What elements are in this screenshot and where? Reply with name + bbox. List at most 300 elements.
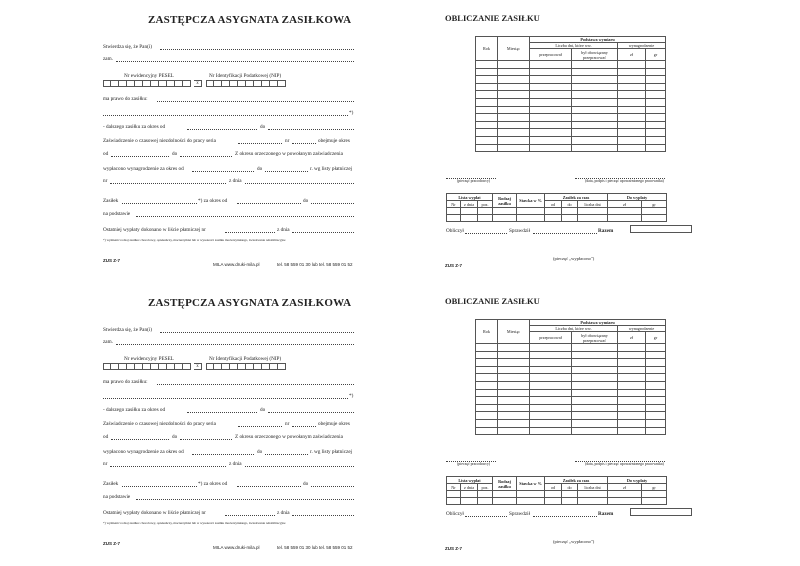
calc-cell[interactable] — [530, 412, 572, 420]
period-to: do — [562, 484, 578, 491]
calc-cell[interactable] — [646, 404, 666, 412]
calc-cell[interactable] — [646, 106, 666, 114]
calc-cell[interactable] — [618, 397, 646, 405]
calc-cell[interactable] — [530, 136, 572, 144]
pesel-boxes[interactable] — [103, 80, 202, 87]
pay-date: z dnia — [461, 484, 478, 491]
allowance-to-field[interactable] — [311, 486, 354, 487]
calculated-by-label: Obliczył — [446, 511, 464, 517]
pay-nr: Nr — [447, 484, 461, 491]
calc-cell[interactable] — [530, 114, 572, 122]
calc-cell[interactable] — [572, 61, 618, 69]
calc-cell[interactable] — [476, 366, 498, 374]
calc-cell[interactable] — [498, 121, 530, 129]
period-from-label: od — [103, 434, 109, 440]
form-copy-2 — [0, 283, 800, 566]
calc-cell[interactable] — [646, 389, 666, 397]
calc-cell[interactable] — [618, 351, 646, 359]
calc-cell[interactable] — [498, 68, 530, 76]
publisher-label: MILA www.druki-mila.pl — [213, 262, 260, 267]
col-required: był obowiązany przepracować — [572, 49, 618, 61]
covers-period-label: obejmuje okres — [318, 421, 350, 427]
paid-salary-to-label: do — [257, 449, 263, 455]
calc-code: ZUS Z-7 — [445, 546, 463, 551]
calc-cell[interactable] — [646, 359, 666, 367]
calc-row — [476, 351, 666, 359]
period-days: liczba dni — [578, 484, 608, 491]
calc-cell[interactable] — [646, 114, 666, 122]
calc-cell[interactable] — [498, 344, 530, 352]
period-to-field[interactable] — [180, 439, 232, 440]
period-to-field[interactable] — [180, 156, 232, 157]
basis-label: na podstawie — [103, 211, 131, 217]
payout-table — [446, 476, 693, 505]
calculated-by-field[interactable] — [465, 233, 507, 234]
checked-by-label: Sprawdził — [509, 228, 531, 234]
calc-cell[interactable] — [646, 136, 666, 144]
calc-cell[interactable] — [530, 76, 572, 84]
payroll-nr-label: nr — [103, 461, 108, 467]
certify-label: Stwierdza się, że Pan(i) — [103, 44, 152, 50]
calc-title: OBLICZANIE ZASIŁKU — [445, 296, 540, 306]
total-label: Razem — [598, 228, 614, 234]
allowance-label: Zasiłek — [103, 481, 119, 487]
nip-label: Nr Identyfikacji Podatkowej (NIP) — [209, 356, 282, 362]
calc-cell[interactable] — [476, 68, 498, 76]
calc-cell[interactable] — [646, 412, 666, 420]
calc-cell[interactable] — [498, 129, 530, 137]
calc-cell[interactable] — [498, 427, 530, 435]
calc-cell[interactable] — [618, 427, 646, 435]
calc-cell[interactable] — [476, 144, 498, 152]
allowance-to-label: do — [303, 481, 309, 487]
calc-cell[interactable] — [646, 419, 666, 427]
calc-cell[interactable] — [476, 419, 498, 427]
pay-nr: Nr — [447, 201, 461, 208]
calc-cell[interactable] — [618, 121, 646, 129]
calc-cell[interactable] — [476, 412, 498, 420]
calc-cell[interactable] — [530, 344, 572, 352]
calc-cell[interactable] — [530, 366, 572, 374]
nip-label: Nr Identyfikacji Podatkowej (NIP) — [209, 73, 282, 79]
calc-row — [476, 419, 666, 427]
calc-cell[interactable] — [646, 68, 666, 76]
asterisk-note-mark: *) — [349, 110, 354, 116]
last-payment-date-label: z dnia — [277, 227, 290, 233]
calc-cell[interactable] — [646, 91, 666, 99]
calc-cell[interactable] — [646, 374, 666, 382]
calc-cell[interactable] — [572, 374, 618, 382]
calc-cell[interactable] — [572, 366, 618, 374]
cert-series-label: Zaświadczenie o czasowej niezdolności do pracy seria — [103, 421, 216, 427]
calc-cell[interactable] — [476, 106, 498, 114]
period-from-field[interactable] — [111, 439, 169, 440]
calc-cell[interactable] — [530, 404, 572, 412]
form-code: ZUS Z-7 — [103, 541, 121, 546]
employer-stamp-label: (pieczęć pracodawcy) — [457, 179, 491, 183]
period-to-label: do — [172, 434, 178, 440]
checked-by-field[interactable] — [533, 516, 597, 517]
right-to-field[interactable] — [157, 384, 354, 385]
allowance-type-header: Rodzaj zasiłku — [493, 477, 517, 491]
last-payment-nr-field[interactable] — [225, 232, 275, 233]
calc-cell[interactable] — [572, 98, 618, 106]
calc-row — [476, 389, 666, 397]
address-label: zam. — [103, 339, 113, 345]
paid-salary-from-field[interactable] — [192, 171, 254, 172]
calc-cell[interactable] — [618, 359, 646, 367]
calc-cell[interactable] — [530, 83, 572, 91]
calc-row — [476, 427, 666, 435]
publisher-phones: tel. 58 559 01 30 lub tel. 58 559 01 52 — [277, 545, 353, 550]
period-header: Zasiłek za czas — [545, 194, 608, 201]
pay-pos: poz. — [478, 484, 493, 491]
calc-cell[interactable] — [476, 121, 498, 129]
payroll-nr-field[interactable] — [110, 466, 226, 467]
calc-cell[interactable] — [572, 397, 618, 405]
calc-cell[interactable] — [498, 404, 530, 412]
calc-cell[interactable] — [618, 98, 646, 106]
calc-table — [475, 36, 666, 152]
calc-cell[interactable] — [498, 76, 530, 84]
calc-cell[interactable] — [646, 144, 666, 152]
calc-cell[interactable] — [618, 76, 646, 84]
total-box[interactable] — [630, 508, 692, 516]
address-field[interactable] — [116, 61, 354, 62]
calc-cell[interactable] — [572, 359, 618, 367]
last-payment-date-label: z dnia — [277, 510, 290, 516]
form-title: ZASTĘPCZA ASYGNATA ZASIŁKOWA — [148, 297, 352, 309]
calc-cell[interactable] — [476, 61, 498, 69]
calc-cell[interactable] — [530, 129, 572, 137]
period-header: Zasiłek za czas — [545, 477, 608, 484]
calc-cell[interactable] — [530, 419, 572, 427]
form-title: ZASTĘPCZA ASYGNATA ZASIŁKOWA — [148, 14, 352, 26]
calc-cell[interactable] — [618, 106, 646, 114]
cert-nr-field[interactable] — [292, 143, 316, 144]
calc-row — [476, 106, 666, 114]
calc-row — [476, 412, 666, 420]
cert-nr-field[interactable] — [292, 426, 316, 427]
calc-cell[interactable] — [646, 351, 666, 359]
right-to-field[interactable] — [157, 101, 354, 102]
total-box[interactable] — [630, 225, 692, 233]
pay-list-header: Lista wypłat — [447, 194, 493, 201]
payer-stamp-label: (pieczęć „wypłacono") — [553, 539, 595, 544]
calc-cell[interactable] — [476, 91, 498, 99]
basis-field[interactable] — [136, 499, 354, 500]
calc-cell[interactable] — [618, 83, 646, 91]
calc-cell[interactable] — [498, 106, 530, 114]
payout-zl: zł — [608, 484, 642, 491]
calc-cell[interactable] — [498, 397, 530, 405]
calc-cell[interactable] — [618, 91, 646, 99]
calc-cell[interactable] — [498, 419, 530, 427]
header-basis: Podstawa wymiaru — [530, 37, 666, 43]
calc-cell[interactable] — [618, 144, 646, 152]
calc-cell[interactable] — [618, 374, 646, 382]
signature-label: (data, podpis i pieczęć upoważnionego pracownika) — [585, 462, 664, 466]
asterisk-note-mark: *) — [349, 393, 354, 399]
publisher-label: MILA www.druki-mila.pl — [213, 545, 260, 550]
calc-cell[interactable] — [618, 136, 646, 144]
paid-salary-to-field[interactable] — [265, 171, 308, 172]
period-note-label: Z okresu orzeczonego w powołanym zaświadczenia — [235, 434, 343, 440]
calc-cell[interactable] — [572, 106, 618, 114]
continued-from-field[interactable] — [187, 412, 257, 413]
calc-cell[interactable] — [618, 61, 646, 69]
calc-row — [476, 121, 666, 129]
header-days: Liczba dni, które ww. — [530, 326, 618, 332]
certify-name-field[interactable] — [160, 49, 354, 50]
address-label: zam. — [103, 56, 113, 62]
calc-cell[interactable] — [498, 114, 530, 122]
col-year: Rok — [476, 320, 498, 344]
period-to: do — [562, 201, 578, 208]
calc-cell[interactable] — [476, 136, 498, 144]
calc-cell[interactable] — [646, 397, 666, 405]
allowance-period-label: *) za okres od — [198, 481, 228, 487]
cert-series-field[interactable] — [238, 143, 282, 144]
payer-stamp-label: (pieczęć „wypłacono") — [553, 256, 595, 261]
payroll-date-label: z dnia — [229, 461, 242, 467]
calc-cell[interactable] — [498, 359, 530, 367]
calc-cell[interactable] — [476, 351, 498, 359]
calc-row — [476, 144, 666, 152]
checked-by-field[interactable] — [533, 233, 597, 234]
calc-cell[interactable] — [476, 374, 498, 382]
calc-row — [476, 374, 666, 382]
calc-cell[interactable] — [646, 98, 666, 106]
payroll-date-field[interactable] — [245, 183, 354, 184]
right-to-field-2[interactable] — [103, 398, 348, 399]
calc-table — [475, 319, 666, 435]
calc-cell[interactable] — [530, 91, 572, 99]
calc-cell[interactable] — [646, 121, 666, 129]
calc-cell[interactable] — [498, 61, 530, 69]
payroll-date-field[interactable] — [245, 466, 354, 467]
right-to-label: ma prawo do zasiłku: — [103, 379, 148, 385]
calc-cell[interactable] — [572, 129, 618, 137]
calc-cell[interactable] — [618, 68, 646, 76]
calc-cell[interactable] — [530, 98, 572, 106]
calc-cell[interactable] — [618, 389, 646, 397]
continued-to-field[interactable] — [268, 129, 354, 130]
cert-nr-label: nr — [285, 421, 290, 427]
period-from: od — [545, 201, 562, 208]
calc-cell[interactable] — [572, 389, 618, 397]
calc-cell[interactable] — [476, 397, 498, 405]
allowance-type-field[interactable] — [122, 486, 197, 487]
calc-row — [476, 114, 666, 122]
calc-cell[interactable] — [530, 381, 572, 389]
cert-series-field[interactable] — [238, 426, 282, 427]
calc-cell[interactable] — [498, 91, 530, 99]
calc-cell[interactable] — [572, 136, 618, 144]
calc-cell[interactable] — [646, 76, 666, 84]
calc-cell[interactable] — [530, 144, 572, 152]
continued-from-field[interactable] — [187, 129, 257, 130]
calc-cell[interactable] — [476, 404, 498, 412]
header-remuneration: wynagrodzenie — [618, 43, 666, 49]
payout-gr: gr — [642, 201, 667, 208]
calc-cell[interactable] — [530, 61, 572, 69]
calc-cell[interactable] — [530, 427, 572, 435]
calc-cell[interactable] — [572, 412, 618, 420]
last-payment-date-field[interactable] — [292, 232, 354, 233]
allowance-label: Zasiłek — [103, 198, 119, 204]
calc-cell[interactable] — [498, 98, 530, 106]
total-label: Razem — [598, 511, 614, 517]
calc-cell[interactable] — [572, 381, 618, 389]
calc-cell[interactable] — [572, 404, 618, 412]
calc-cell[interactable] — [476, 129, 498, 137]
calc-cell[interactable] — [530, 397, 572, 405]
calc-cell[interactable] — [618, 419, 646, 427]
pay-pos: poz. — [478, 201, 493, 208]
calc-cell[interactable] — [646, 129, 666, 137]
calc-cell[interactable] — [530, 351, 572, 359]
basis-field[interactable] — [136, 216, 354, 217]
payroll-list-label: r. wg listy płatniczej — [310, 166, 353, 172]
last-payment-label: Ostatniej wypłaty dokonano w liście płatniczej nr — [103, 510, 206, 516]
calc-cell[interactable] — [646, 427, 666, 435]
calc-cell[interactable] — [646, 344, 666, 352]
payout-table — [446, 193, 693, 222]
calc-cell[interactable] — [618, 129, 646, 137]
calc-cell[interactable] — [476, 76, 498, 84]
calc-cell[interactable] — [530, 359, 572, 367]
calc-cell[interactable] — [498, 136, 530, 144]
calc-cell[interactable] — [530, 121, 572, 129]
last-payment-date-field[interactable] — [292, 515, 354, 516]
period-from: od — [545, 484, 562, 491]
covers-period-label: obejmuje okres — [318, 138, 350, 144]
employer-stamp-label: (pieczęć pracodawcy) — [457, 462, 491, 466]
calc-cell[interactable] — [498, 144, 530, 152]
calc-cell[interactable] — [572, 144, 618, 152]
right-to-field-2[interactable] — [103, 115, 348, 116]
calc-cell[interactable] — [530, 374, 572, 382]
payroll-nr-label: nr — [103, 178, 108, 184]
footnote: *) wymienić rodzaj zasiłku: chorobowy, opiekuńczy, macierzyński lub w wysokości zasiłku macierzyńskiego, świadczenie rehabilitacyjne — [103, 521, 286, 525]
calc-cell[interactable] — [572, 68, 618, 76]
payout-gr: gr — [642, 484, 667, 491]
paid-salary-label: wypłacono wynagrodzenie za okres od — [103, 449, 184, 455]
calculated-by-field[interactable] — [465, 516, 507, 517]
last-payment-nr-field[interactable] — [225, 515, 275, 516]
calc-cell[interactable] — [572, 344, 618, 352]
col-worked: przepracował — [530, 49, 572, 61]
calc-cell[interactable] — [498, 366, 530, 374]
calc-cell[interactable] — [646, 83, 666, 91]
paid-salary-from-field[interactable] — [192, 454, 254, 455]
payroll-list-label: r. wg listy płatniczej — [310, 449, 353, 455]
calc-title: OBLICZANIE ZASIŁKU — [445, 13, 540, 23]
allowance-type-field[interactable] — [122, 203, 197, 204]
calc-cell[interactable] — [572, 427, 618, 435]
calc-cell[interactable] — [618, 412, 646, 420]
calc-cell[interactable] — [530, 389, 572, 397]
payroll-date-label: z dnia — [229, 178, 242, 184]
right-to-label: ma prawo do zasiłku: — [103, 96, 148, 102]
calc-cell[interactable] — [646, 366, 666, 374]
allowance-to-field[interactable] — [311, 203, 354, 204]
pay-list-header: Lista wypłat — [447, 477, 493, 484]
calc-cell[interactable] — [476, 114, 498, 122]
col-zl: zł — [618, 332, 646, 344]
calc-cell[interactable] — [618, 366, 646, 374]
calc-cell[interactable] — [476, 389, 498, 397]
box-separator: x — [194, 80, 202, 87]
continued-to-field[interactable] — [268, 412, 354, 413]
calc-code: ZUS Z-7 — [445, 263, 463, 268]
pesel-boxes[interactable] — [103, 363, 202, 370]
calc-cell[interactable] — [530, 106, 572, 114]
calc-cell[interactable] — [618, 344, 646, 352]
calc-cell[interactable] — [498, 389, 530, 397]
nip-boxes[interactable] — [206, 363, 286, 370]
calc-cell[interactable] — [498, 83, 530, 91]
calc-cell[interactable] — [476, 427, 498, 435]
calc-cell[interactable] — [476, 381, 498, 389]
allowance-from-field[interactable] — [237, 203, 301, 204]
calc-cell[interactable] — [476, 344, 498, 352]
col-year: Rok — [476, 37, 498, 61]
calc-cell[interactable] — [498, 374, 530, 382]
period-from-field[interactable] — [111, 156, 169, 157]
calc-cell[interactable] — [618, 114, 646, 122]
calc-cell[interactable] — [572, 83, 618, 91]
pesel-label: Nr ewidencyjny PESEL — [124, 356, 174, 362]
paid-salary-to-field[interactable] — [265, 454, 308, 455]
calc-cell[interactable] — [572, 351, 618, 359]
calc-cell[interactable] — [572, 91, 618, 99]
calc-cell[interactable] — [476, 98, 498, 106]
calc-cell[interactable] — [498, 381, 530, 389]
header-days: Liczba dni, które ww. — [530, 43, 618, 49]
footnote: *) wymienić rodzaj zasiłku: chorobowy, opiekuńczy, macierzyński lub w wysokości zasiłku macierzyńskiego, świadczenie rehabilitacyjne — [103, 238, 286, 242]
calc-cell[interactable] — [646, 381, 666, 389]
certify-name-field[interactable] — [160, 332, 354, 333]
calc-cell[interactable] — [572, 121, 618, 129]
calc-cell[interactable] — [476, 359, 498, 367]
calc-cell[interactable] — [572, 114, 618, 122]
calc-cell[interactable] — [498, 412, 530, 420]
nip-boxes[interactable] — [206, 80, 286, 87]
allowance-from-field[interactable] — [237, 486, 301, 487]
calc-cell[interactable] — [618, 404, 646, 412]
calc-row — [476, 68, 666, 76]
paid-salary-to-label: do — [257, 166, 263, 172]
allowance-type-header: Rodzaj zasiłku — [493, 194, 517, 208]
calc-cell[interactable] — [618, 381, 646, 389]
calc-cell[interactable] — [530, 68, 572, 76]
col-zl: zł — [618, 49, 646, 61]
calc-cell[interactable] — [476, 83, 498, 91]
payroll-nr-field[interactable] — [110, 183, 226, 184]
calc-cell[interactable] — [498, 351, 530, 359]
continued-to-label: do — [260, 407, 266, 413]
calc-row — [476, 136, 666, 144]
col-gr: gr — [646, 332, 666, 344]
allowance-period-label: *) za okres od — [198, 198, 228, 204]
calc-cell[interactable] — [646, 61, 666, 69]
col-month: Miesiąc — [498, 37, 530, 61]
calc-cell[interactable] — [572, 419, 618, 427]
calc-cell[interactable] — [572, 76, 618, 84]
address-field[interactable] — [116, 344, 354, 345]
